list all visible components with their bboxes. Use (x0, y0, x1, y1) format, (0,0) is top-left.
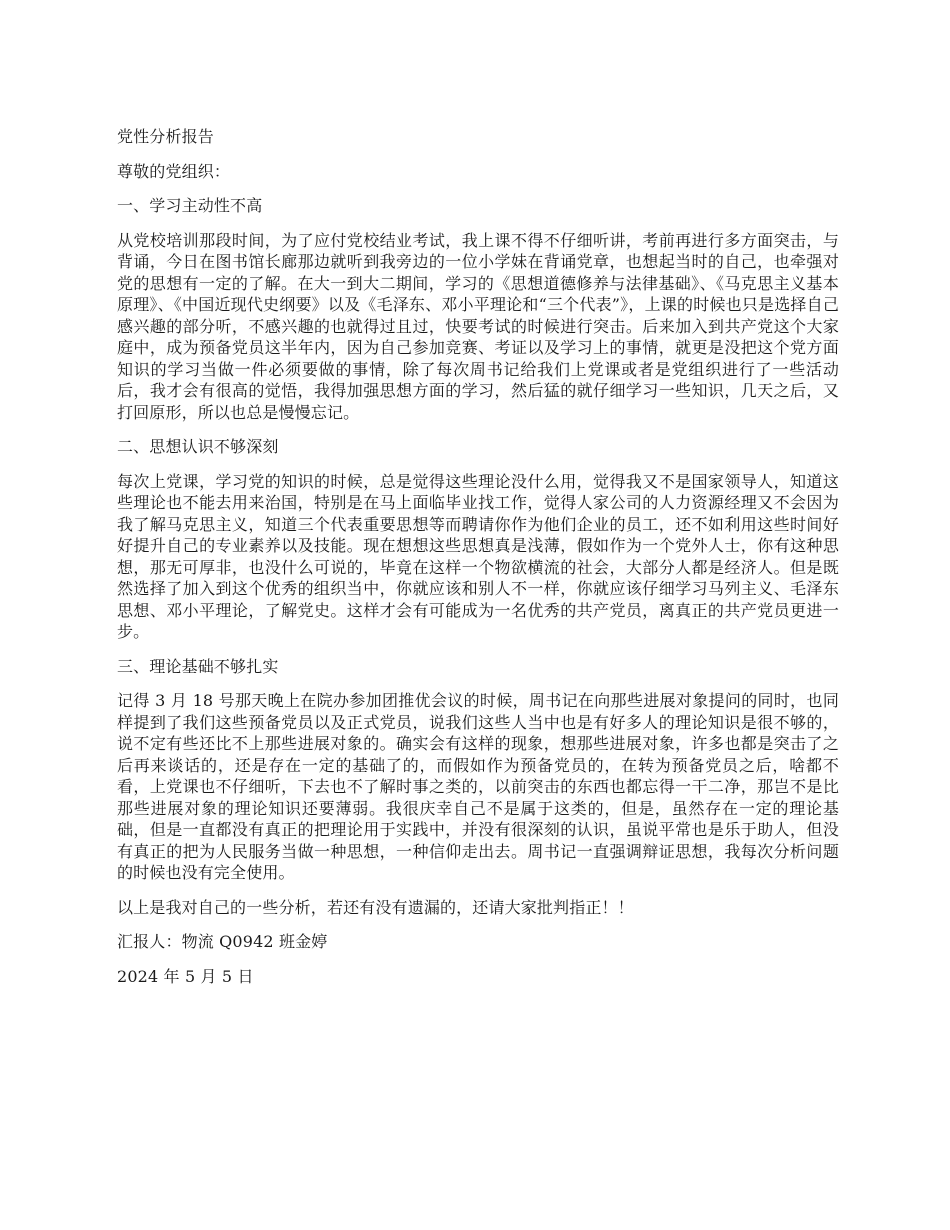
section-heading-2: 二、思想认识不够深刻 (117, 437, 279, 456)
section-body-3: 记得 3 月 18 号那天晚上在院办参加团推优会议的时候，周书记在向那些进展对象提问的同时，也同样提到了我们这些预备党员以及正式党员，说我们这些人当中也是有好多人的理论知识是很不够的，说不定有些还比不上那些进展对象的。确实会有这样的现象，想那些进展对象，许多也都是突击了之后再来谈话的，还是存在一定的基础了的，而假如作为预备党员的，在转为预备党员之后，啥都不看，上党课也不仔细听，下去也不了解时事之类的，以前突击的东西也都忘得一干二净，那岂不是比那些进展对象的理论知识还要薄弱。我很庆幸自己不是属于这类的，但是，虽然存在一定的理论基础，但是一直都没有真正的把理论用于实践中，并没有很深刻的认识，虽说平常也是乐于助人，但没有真正的把为人民服务当做一种思想，一种信仰走出去。周书记一直强调辩证思想，我每次分析问题的时候也没有完全使用。 (117, 691, 839, 882)
report-date: 2024 年 5 月 5 日 (117, 966, 254, 986)
document-title: 党性分析报告 (117, 127, 214, 146)
closing-remark: 以上是我对自己的一些分析，若还有没有遗漏的，还请大家批判指正！！ (117, 897, 634, 917)
reporter-line: 汇报人：物流 Q0942 班金婷 (117, 932, 328, 951)
section-body-2: 每次上党课，学习党的知识的时候，总是觉得这些理论没什么用，觉得我又不是国家领导人，知道这些理论也不能去用来治国，特别是在马上面临毕业找工作，觉得人家公司的人力资源经理又不会因为我了解马克思主义，知道三个代表重要思想等而聘请你作为他们企业的员工，还不如利用这些时间好好提升自己的专业素养以及技能。现在想想这些思想真是浅薄，假如作为一个党外人士，你有这种思想，那无可厚非，也没什么可说的，毕竟在这样一个物欲横流的社会，大部分人都是经济人。但是既然选择了加入到这个优秀的组织当中，你就应该和别人不一样，你就应该仔细学习马列主义、毛泽东思想、邓小平理论，了解党史。这样才会有可能成为一名优秀的共产党员，离真正的共产党员更进一步。 (117, 471, 839, 641)
document-page (117, 126, 839, 1000)
salutation: 尊敬的党组织： (117, 161, 231, 181)
section-body-1: 从党校培训那段时间，为了应付党校结业考试，我上课不得不仔细听讲，考前再进行多方面突击，与背诵，今日在图书馆长廊那边就听到我旁边的一位小学妹在背诵党章，也想起当时的自己，也牵强对党的思想有一定的了解。在大一到大二期间，学习的《思想道德修养与法律基础》、《马克思主义基本原理》、《中国近现代史纲要》以及《毛泽东、邓小平理论和“三个代表”》，上课的时候也只是选择自己感兴趣的部分听，不感兴趣的也就得过且过，快要考试的时候进行突击。后来加入到共产党这个大家庭中，成为预备党员这半年内，因为自己参加竞赛、考证以及学习上的事情，就更是没把这个党方面知识的学习当做一件必须要做的事情，除了每次周书记给我们上党课或者是党组织进行了一些活动后，我才会有很高的觉悟，我得加强思想方面的学习，然后猛的就仔细学习一些知识，几天之后，又打回原形，所以也总是慢慢忘记。 (117, 230, 839, 422)
section-heading-3: 三、理论基础不够扎实 (117, 656, 279, 676)
section-heading-1: 一、学习主动性不高 (117, 196, 263, 215)
